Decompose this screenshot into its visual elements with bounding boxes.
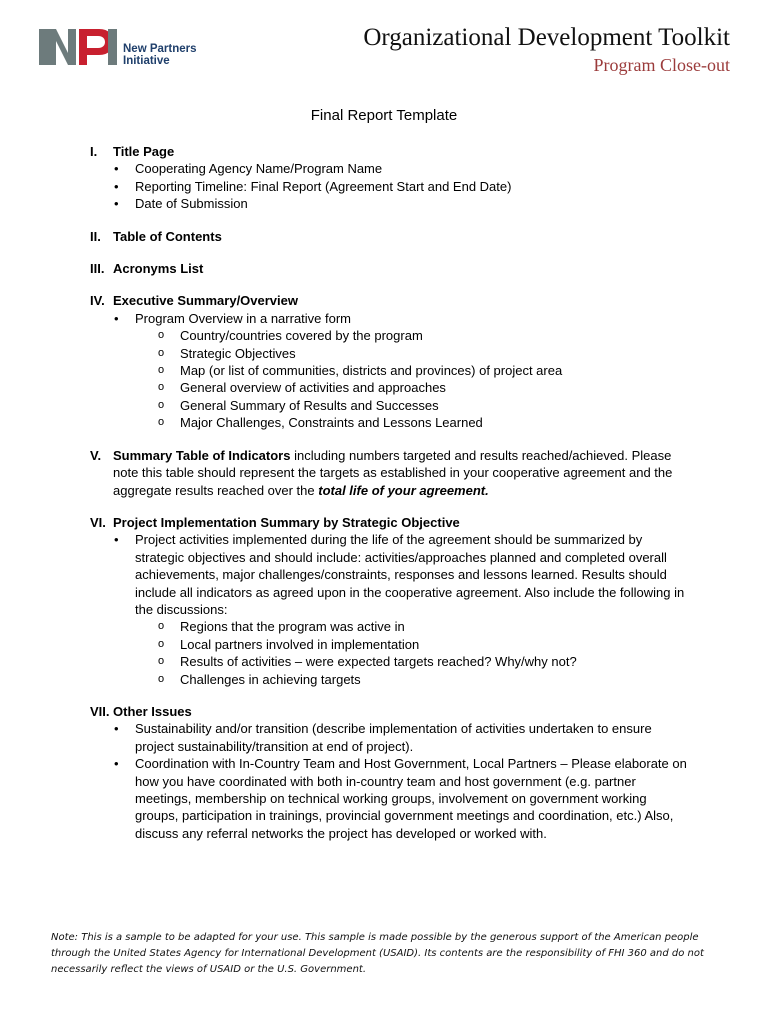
- bullet-item: • Coordination with In-Country Team and Host Government, Local Partners – Please elaborate on how you have coordinated with both in-country team and host government (e.g. partner meetings, membership on technical working groups, involvement on government working groups, participation in trainings, provincial government meetings and coordination, etc.) Also, discuss any referral networks the project has developed or worked with.: [113, 755, 690, 842]
- sub-bullet-item: o General Summary of Results and Successes: [157, 397, 690, 414]
- section-summary-table: [90, 447, 690, 499]
- logo-text-line2: Initiative: [123, 55, 170, 67]
- section-heading: Table of Contents: [113, 228, 222, 244]
- document-title: Final Report Template: [310, 107, 458, 124]
- section-table-of-contents: [90, 228, 690, 245]
- section-title-page: [90, 143, 690, 213]
- sub-bullet-item: o General overview of activities and approaches: [157, 379, 690, 396]
- bullet-text: Program Overview in a narrative form: [135, 310, 352, 326]
- section-heading: Executive Summary/Overview: [113, 293, 298, 309]
- bullet-list: [90, 531, 690, 688]
- bullet-list: [90, 160, 690, 212]
- section-implementation-summary: [90, 514, 690, 688]
- section-other-issues: [90, 703, 690, 842]
- sub-bullet-item: o Local partners involved in implementation: [157, 636, 690, 653]
- bullet-list: [90, 720, 690, 842]
- report-outline: [90, 143, 690, 857]
- toolkit-title: Organizational Development Toolkit: [363, 24, 730, 51]
- logo-wordmark: [123, 43, 197, 67]
- section-body-text: including numbers targeted and results reached/achieved. Please note this table should represent the targets as established in your cooperative agreement and the aggregate results reached over the: [113, 447, 673, 498]
- section-heading: Summary Table of Indicators: [113, 447, 291, 463]
- page-header: [0, 0, 768, 90]
- section-acronyms-list: [90, 260, 690, 277]
- section-number: VI.: [90, 514, 106, 530]
- logo-text-line1: New Partners: [123, 43, 197, 55]
- sub-bullet-item: o Country/countries covered by the program: [157, 327, 690, 344]
- sub-bullet-item: o Regions that the program was active in: [157, 618, 690, 635]
- section-number: VII.: [90, 703, 110, 719]
- bullet-item: • Cooperating Agency Name/Program Name: [113, 160, 690, 177]
- bullet-item: [113, 531, 690, 688]
- section-heading: Acronyms List: [113, 261, 204, 277]
- sub-bullet-list: [135, 327, 690, 431]
- bullet-item: [113, 310, 690, 432]
- bullet-list: [90, 310, 690, 432]
- section-number: II.: [90, 228, 101, 244]
- npi-logo: [39, 27, 214, 69]
- bullet-item: • Sustainability and/or transition (describe implementation of activities undertaken to ensure project sustainability/transition at end of project).: [113, 720, 690, 755]
- bullet-text: Project activities implemented during the life of the agreement should be summarized by strategic objectives and should include: activities/approaches planned and completed overall achievements, major challenges/constraints, responses and lessons learned. Results should include all indicators as agreed upon in the cooperative agreement. Also include the following in the discussions:: [135, 532, 685, 617]
- section-paragraph: [113, 447, 690, 499]
- sub-bullet-item: o Strategic Objectives: [157, 345, 690, 362]
- footnote: Note: This is a sample to be adapted for your use. This sample is made possible by the generous support of the American people through the United States Agency for International Development (USAID). Its contents are the responsibility of FHI 360 and do not necessarily reflect the views of USAID or the U.S. Government.: [51, 932, 704, 975]
- sub-bullet-list: [135, 618, 690, 688]
- section-number: I.: [90, 144, 98, 159]
- section-heading: Project Implementation Summary by Strategic Objective: [113, 514, 460, 530]
- bullet-item: • Reporting Timeline: Final Report (Agreement Start and End Date): [113, 178, 690, 195]
- sub-bullet-item: o Major Challenges, Constraints and Lessons Learned: [157, 414, 690, 431]
- section-number: V.: [90, 447, 102, 463]
- sub-bullet-item: o Results of activities – were expected targets reached? Why/why not?: [157, 653, 690, 670]
- section-heading: Other Issues: [113, 703, 192, 719]
- toolkit-subtitle: Program Close-out: [593, 55, 730, 75]
- npi-logo-mark: [39, 27, 119, 67]
- emphasis-text: total life of your agreement.: [318, 482, 489, 498]
- section-executive-summary: [90, 292, 690, 431]
- section-number: IV.: [90, 293, 105, 309]
- section-heading: Title Page: [113, 144, 175, 159]
- sub-bullet-item: o Challenges in achieving targets: [157, 671, 690, 688]
- section-number: III.: [90, 261, 105, 277]
- sub-bullet-item: o Map (or list of communities, districts and provinces) of project area: [157, 362, 690, 379]
- bullet-item: • Date of Submission: [113, 195, 690, 212]
